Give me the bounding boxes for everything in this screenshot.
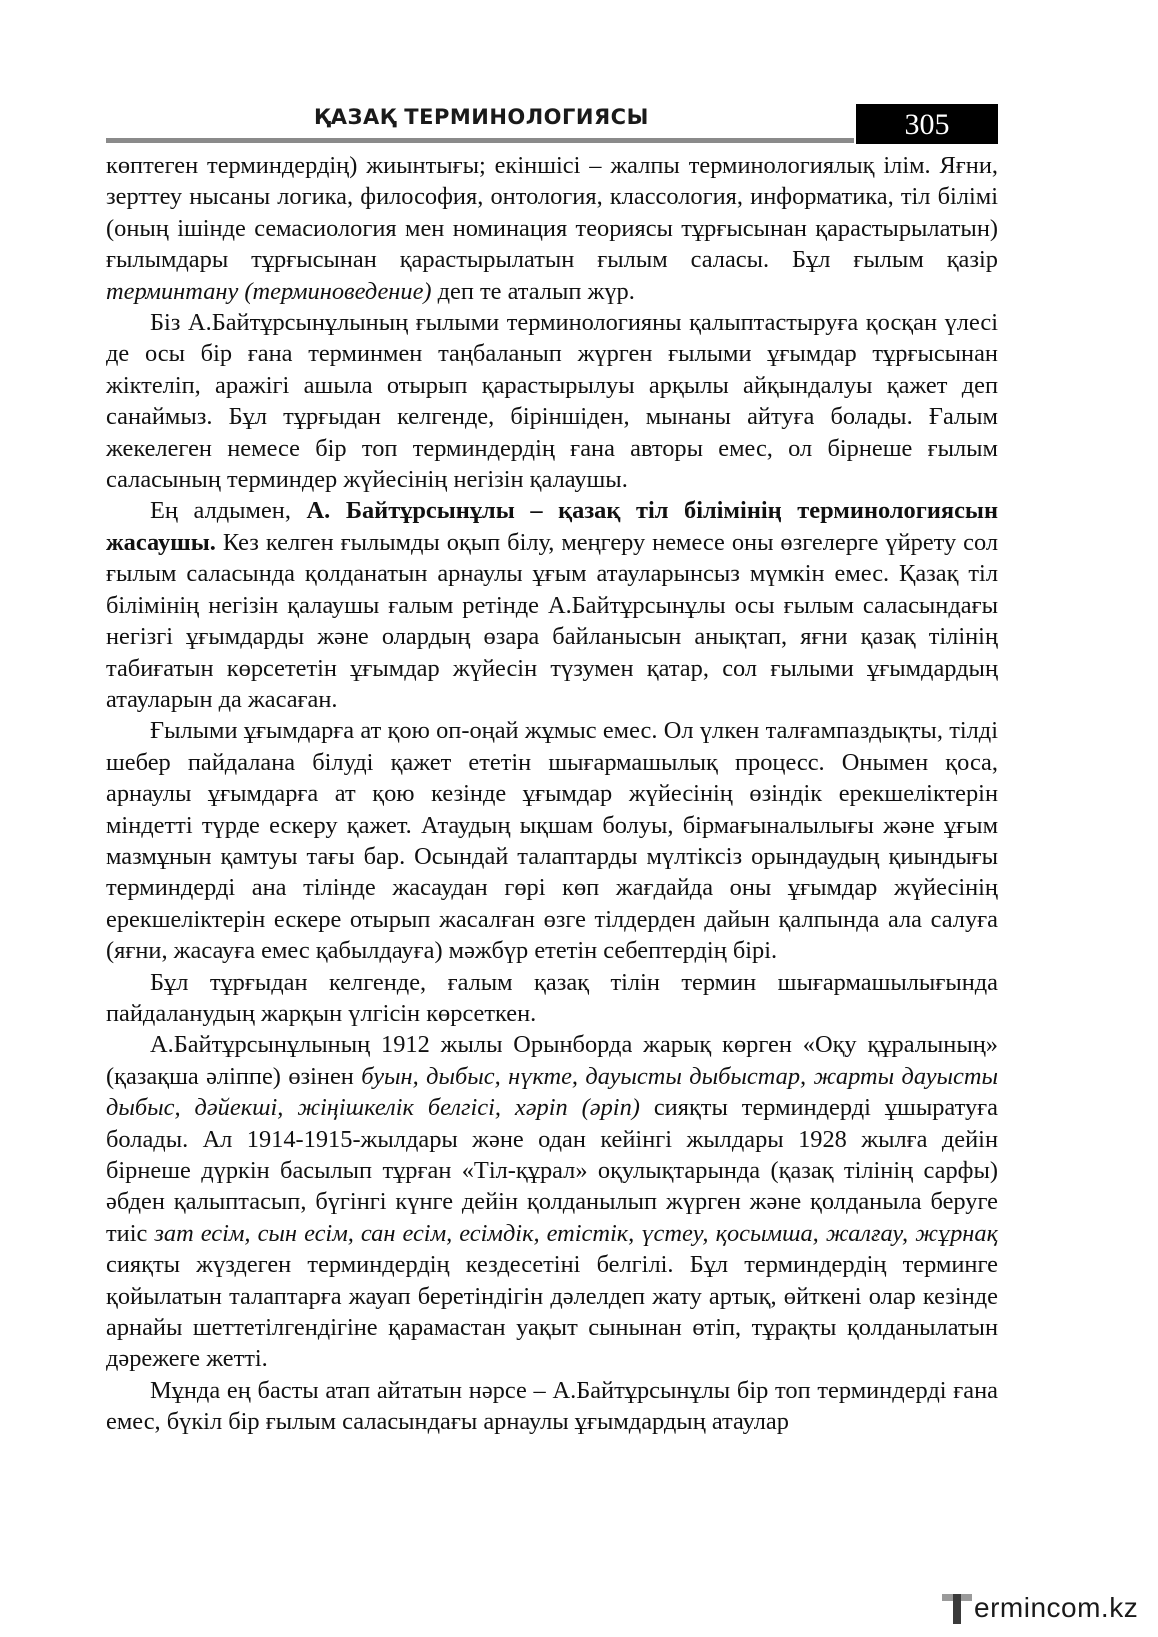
text-segment: Бұл тұрғыдан келгенде, ғалым қазақ тілін термин шығармашылығында пайдаланудың жарқын үлгісін көрсеткен.	[106, 968, 998, 1027]
italic-term: терминтану (терминоведение)	[106, 277, 432, 305]
paragraph	[106, 150, 998, 307]
paragraph	[106, 967, 998, 1030]
text-segment: Кез келген ғылымды оқып білу, меңгеру немесе оны өзгелерге үйрету сол ғылым саласында қолданатын арнаулы ұғым атауларынсыз мүмкін емес. Қазақ тіл білімінің негізін қалаушы ғалым ретінде А.Байтұрсынұлы осы ғылым саласындағы негізгі ұғымдарды және олардың өзара байланысын анықтап, яғни қазақ тілінің табиғатын көрсететін ұғымдар жүйесін түзумен қатар, сол ғылыми ұғымдардың атауларын да жасаған.	[106, 528, 998, 713]
text-segment: А.Байтұрсынұлының 1912 жылы Орынборда жарық көрген «Оқу құралының» (қазақша әліппе) өзінен	[106, 1031, 998, 1090]
page-number-box	[856, 104, 998, 144]
text-segment: Ең алдымен,	[150, 497, 307, 525]
running-header-title: ҚАЗАҚ ТЕРМИНОЛОГИЯСЫ	[314, 105, 649, 129]
text-segment: көптеген терминдердің) жиынтығы; екіншісі – жалпы терминологиялық ілім. Яғни, зерттеу нысаны логика, философия, онтология, классология, информатика, тіл білімі (оның ішінде семасиология мен номинация теориясы тұрғысынан қарастырылатын) ғылымдары тұрғысынан қарастырылатын ғылым саласы. Бұл ғылым қазір	[106, 152, 998, 274]
watermark-text: ermincom.kz	[974, 1592, 1139, 1623]
body-text	[106, 150, 998, 1438]
italic-term-list: буын, дыбыс, нүкте, дауысты дыбыстар, жарты дауысты дыбыс, дәйекші, жіңішкелік белгісі, хәріп (әріп)	[106, 1062, 999, 1122]
italic-term-list: зат есім, сын есім, сан есім, есімдік, етістік, үстеу, қосымша, жалғау, жұрнақ	[154, 1219, 998, 1247]
page-number: 305	[904, 108, 950, 141]
termincom-logo-icon	[940, 1588, 976, 1628]
paragraph	[106, 495, 998, 715]
header-rule	[106, 138, 854, 143]
paragraph	[106, 715, 998, 966]
paragraph	[106, 1375, 998, 1438]
bold-statement: А. Байтұрсынұлы – қазақ тіл білімінің терминологиясын жасаушы.	[106, 497, 998, 556]
text-segment: Біз А.Байтұрсынұлының ғылыми терминологияны қалыптастыруға қосқан үлесі де осы бір ғана терминмен таңбаланып жүрген ғылыми ұғымдар тұрғысынан жіктеліп, аражігі ашыла отырып қарастырылуы арқылы айқындалуы қажет деп санаймыз. Бұл тұрғыдан келгенде, біріншіден, мынаны айтуға болады. Ғалым жекелеген немесе бір топ терминдердің ғана авторы емес, ол бірнеше ғылым саласының терминдер жүйесінің негізін қалаушы.	[106, 309, 998, 494]
text-segment: сияқты терминдерді ұшыратуға болады. Ал 1914-1915-жылдары және одан кейінгі жылдары 1928 жылға дейін бірнеше дүркін басылып тұрған «Тіл-құрал» оқулықтарында (қазақ тілінің сарфы) әбден қалыптасып, бүгінгі күнге дейін қолданылып жүрген және қолданыла беруге тиіс	[106, 1094, 998, 1247]
text-segment: деп те аталып жүр.	[431, 277, 635, 305]
text-segment: Мұнда ең басты атап айтатын нәрсе – А.Байтұрсынұлы бір топ терминдерді ғана емес, бүкіл бір ғылым саласындағы арнаулы ұғымдардың атаулар	[106, 1376, 998, 1436]
text-segment: сияқты жүздеген терминдердің кездесетіні белгілі. Бұл терминдердің терминге қойылатын талаптарға жауап беретіндігін дәлелдеп жату артық, өйткені олар кезінде арнайы шеттетілгендігіне қарамастан уақыт сынынан өтіп, тұрақты қолданылатын дәрежеге жетті.	[106, 1251, 998, 1373]
text-segment: Ғылыми ұғымдарға ат қою оп-оңай жұмыс емес. Ол үлкен талғампаздықты, тілді шебер пайдалана білуді қажет ететін шығармашылық процесс. Онымен қоса, арнаулы ұғымдарға ат қою кезінде ұғымдар жүйесінің өзіндік ерекшеліктерін міндетті түрде ескеру қажет. Атаудың ықшам болуы, бірмағыналылығы және ұғым мазмұнын қамтуы тағы бар. Осындай талаптарды мүлтіксіз орындаудың қиындығы терминдерді ана тілінде жасаудан гөрі көп жағдайда оны ұғымдар жүйесінің ерекшеліктерін ескере отырып жасалған өзге тілдерден дайын қалпында ала салуға (яғни, жасауға емес қабылдауға) мәжбүр ететін себептердің бірі.	[106, 717, 998, 965]
paragraph	[106, 1029, 998, 1374]
termincom-watermark	[940, 1588, 1150, 1628]
paragraph	[106, 307, 998, 495]
